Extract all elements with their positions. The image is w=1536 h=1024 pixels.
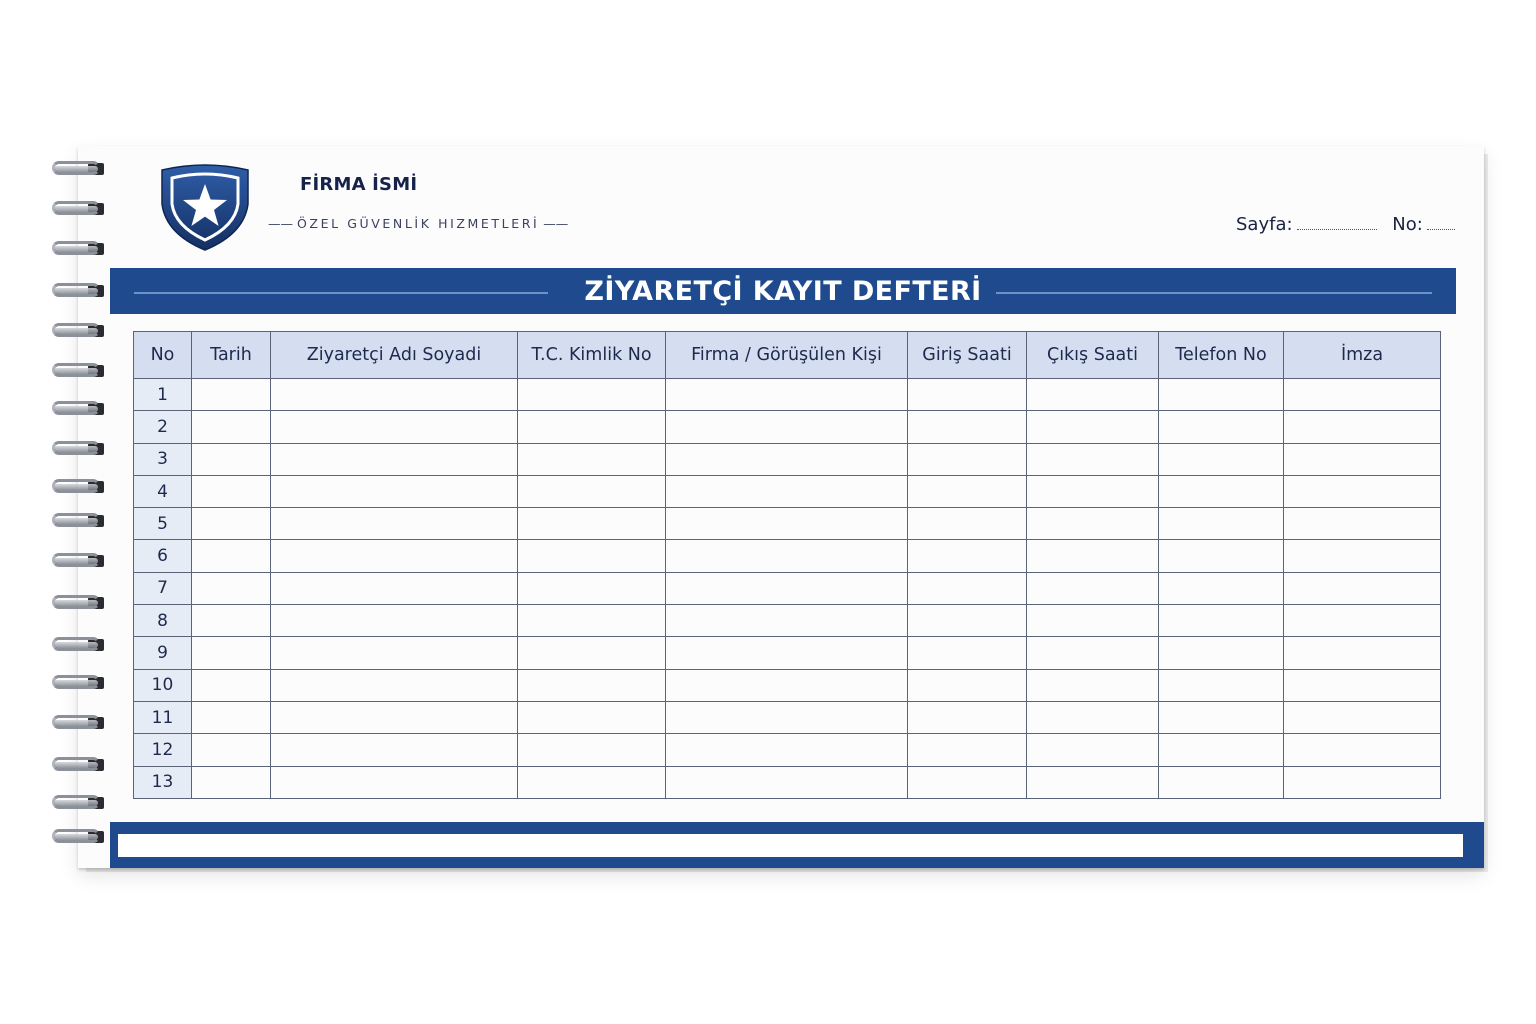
wire-shine bbox=[54, 406, 98, 412]
row-number: 5 bbox=[134, 508, 192, 540]
entry-cell[interactable] bbox=[271, 508, 518, 540]
entry-cell[interactable] bbox=[1027, 508, 1159, 540]
table-row bbox=[134, 605, 1441, 637]
entry-cell[interactable] bbox=[271, 605, 518, 637]
entry-cell[interactable] bbox=[271, 734, 518, 766]
spiral-ring bbox=[50, 320, 108, 342]
entry-cell[interactable] bbox=[1284, 508, 1441, 540]
column-header: Giriş Saati bbox=[908, 332, 1027, 379]
entry-cell[interactable] bbox=[666, 411, 908, 443]
entry-cell[interactable] bbox=[1159, 411, 1284, 443]
entry-cell[interactable] bbox=[518, 443, 666, 475]
spiral-ring bbox=[50, 792, 108, 814]
subtitle-dash-right: —— bbox=[539, 216, 569, 231]
entry-cell[interactable] bbox=[1159, 443, 1284, 475]
entry-cell[interactable] bbox=[1284, 701, 1441, 733]
wire-shine bbox=[54, 368, 98, 374]
wire-shine bbox=[54, 600, 98, 606]
spiral-ring bbox=[50, 672, 108, 694]
entry-cell[interactable] bbox=[1027, 411, 1159, 443]
entry-cell[interactable] bbox=[666, 734, 908, 766]
table-row bbox=[134, 734, 1441, 766]
entry-cell[interactable] bbox=[192, 766, 271, 798]
entry-cell[interactable] bbox=[908, 637, 1027, 669]
table-row bbox=[134, 411, 1441, 443]
entry-cell[interactable] bbox=[666, 540, 908, 572]
entry-cell[interactable] bbox=[271, 572, 518, 604]
entry-cell[interactable] bbox=[908, 605, 1027, 637]
entry-cell[interactable] bbox=[1284, 411, 1441, 443]
title-banner bbox=[110, 268, 1456, 314]
table-row bbox=[134, 669, 1441, 701]
entry-cell[interactable] bbox=[1027, 443, 1159, 475]
spiral-ring bbox=[50, 712, 108, 734]
entry-cell[interactable] bbox=[908, 701, 1027, 733]
entry-cell[interactable] bbox=[908, 766, 1027, 798]
spiral-ring bbox=[50, 280, 108, 302]
entry-cell[interactable] bbox=[271, 669, 518, 701]
row-number: 10 bbox=[134, 669, 192, 701]
entry-cell[interactable] bbox=[1027, 734, 1159, 766]
entry-cell[interactable] bbox=[1284, 734, 1441, 766]
row-number: 3 bbox=[134, 443, 192, 475]
entry-cell[interactable] bbox=[1284, 475, 1441, 507]
page-info bbox=[1236, 214, 1455, 235]
shield-star-icon bbox=[158, 162, 252, 252]
entry-cell[interactable] bbox=[666, 701, 908, 733]
number-label: No: bbox=[1392, 214, 1423, 235]
wire-shine bbox=[54, 680, 98, 686]
entry-cell[interactable] bbox=[1159, 475, 1284, 507]
column-header: T.C. Kimlik No bbox=[518, 332, 666, 379]
spiral-ring bbox=[50, 360, 108, 382]
table-row bbox=[134, 443, 1441, 475]
entry-cell[interactable] bbox=[666, 669, 908, 701]
entry-cell[interactable] bbox=[1027, 379, 1159, 411]
entry-cell[interactable] bbox=[192, 475, 271, 507]
spiral-ring bbox=[50, 438, 108, 460]
entry-cell[interactable] bbox=[1159, 766, 1284, 798]
entry-cell[interactable] bbox=[1027, 701, 1159, 733]
entry-cell[interactable] bbox=[271, 411, 518, 443]
entry-cell[interactable] bbox=[192, 669, 271, 701]
row-number: 6 bbox=[134, 540, 192, 572]
entry-cell[interactable] bbox=[1027, 605, 1159, 637]
entry-cell[interactable] bbox=[518, 637, 666, 669]
entry-cell[interactable] bbox=[192, 572, 271, 604]
entry-cell[interactable] bbox=[666, 379, 908, 411]
entry-cell[interactable] bbox=[1284, 379, 1441, 411]
entry-cell[interactable] bbox=[1284, 605, 1441, 637]
entry-cell[interactable] bbox=[666, 766, 908, 798]
row-number: 11 bbox=[134, 701, 192, 733]
wire-shine bbox=[54, 328, 98, 334]
spiral-ring bbox=[50, 476, 108, 498]
column-header: Tarih bbox=[192, 332, 271, 379]
entry-cell[interactable] bbox=[1159, 379, 1284, 411]
entry-cell[interactable] bbox=[518, 734, 666, 766]
spiral-ring bbox=[50, 592, 108, 614]
entry-cell[interactable] bbox=[518, 572, 666, 604]
row-number: 8 bbox=[134, 605, 192, 637]
entry-cell[interactable] bbox=[1159, 540, 1284, 572]
entry-cell[interactable] bbox=[518, 701, 666, 733]
entry-cell[interactable] bbox=[1159, 572, 1284, 604]
table-row bbox=[134, 379, 1441, 411]
row-number: 9 bbox=[134, 637, 192, 669]
entry-cell[interactable] bbox=[908, 669, 1027, 701]
entry-cell[interactable] bbox=[1284, 637, 1441, 669]
spiral-ring bbox=[50, 550, 108, 572]
entry-cell[interactable] bbox=[666, 508, 908, 540]
row-number: 7 bbox=[134, 572, 192, 604]
entry-cell[interactable] bbox=[1284, 572, 1441, 604]
spiral-binding bbox=[50, 158, 110, 858]
entry-cell[interactable] bbox=[1284, 669, 1441, 701]
entry-cell[interactable] bbox=[192, 605, 271, 637]
column-header: Telefon No bbox=[1159, 332, 1284, 379]
spiral-ring bbox=[50, 634, 108, 656]
entry-cell[interactable] bbox=[518, 475, 666, 507]
entry-cell[interactable] bbox=[1159, 508, 1284, 540]
wire-shine bbox=[54, 288, 98, 294]
entry-cell[interactable] bbox=[1027, 669, 1159, 701]
table-row bbox=[134, 572, 1441, 604]
entry-cell[interactable] bbox=[192, 701, 271, 733]
row-number: 12 bbox=[134, 734, 192, 766]
spiral-ring bbox=[50, 198, 108, 220]
wire-shine bbox=[54, 246, 98, 252]
table-row bbox=[134, 475, 1441, 507]
entry-cell[interactable] bbox=[192, 734, 271, 766]
entry-cell[interactable] bbox=[271, 540, 518, 572]
entry-cell[interactable] bbox=[666, 475, 908, 507]
row-number: 13 bbox=[134, 766, 192, 798]
wire-shine bbox=[54, 834, 98, 840]
spiral-ring bbox=[50, 398, 108, 420]
column-header: Çıkış Saati bbox=[1027, 332, 1159, 379]
entry-cell[interactable] bbox=[908, 572, 1027, 604]
entry-cell[interactable] bbox=[908, 508, 1027, 540]
entry-cell[interactable] bbox=[666, 637, 908, 669]
entry-cell[interactable] bbox=[192, 508, 271, 540]
wire-shine bbox=[54, 518, 98, 524]
wire-shine bbox=[54, 484, 98, 490]
entry-cell[interactable] bbox=[1284, 540, 1441, 572]
column-header: Ziyaretçi Adı Soyadi bbox=[271, 332, 518, 379]
sheet-number-field[interactable] bbox=[1427, 217, 1455, 230]
entry-cell[interactable] bbox=[192, 443, 271, 475]
column-header: No bbox=[134, 332, 192, 379]
table-body bbox=[134, 379, 1441, 799]
entry-cell[interactable] bbox=[1284, 766, 1441, 798]
table-row bbox=[134, 508, 1441, 540]
company-subtitle bbox=[268, 216, 568, 231]
row-number: 4 bbox=[134, 475, 192, 507]
column-header: Firma / Görüşülen Kişi bbox=[666, 332, 908, 379]
entry-cell[interactable] bbox=[192, 379, 271, 411]
company-name: FİRMA İSMİ bbox=[300, 174, 418, 195]
wire-shine bbox=[54, 558, 98, 564]
entry-cell[interactable] bbox=[908, 443, 1027, 475]
wire-shine bbox=[54, 206, 98, 212]
entry-cell[interactable] bbox=[271, 637, 518, 669]
wire-shine bbox=[54, 642, 98, 648]
visitor-log-table bbox=[133, 331, 1441, 799]
entry-cell[interactable] bbox=[518, 411, 666, 443]
entry-cell[interactable] bbox=[1027, 766, 1159, 798]
entry-cell[interactable] bbox=[908, 475, 1027, 507]
wire-shine bbox=[54, 800, 98, 806]
spiral-ring bbox=[50, 238, 108, 260]
table-row bbox=[134, 637, 1441, 669]
entry-cell[interactable] bbox=[1159, 605, 1284, 637]
column-header: İmza bbox=[1284, 332, 1441, 379]
entry-cell[interactable] bbox=[518, 508, 666, 540]
entry-cell[interactable] bbox=[1159, 669, 1284, 701]
page-label: Sayfa: bbox=[1236, 214, 1293, 235]
entry-cell[interactable] bbox=[1159, 734, 1284, 766]
entry-cell[interactable] bbox=[908, 540, 1027, 572]
table-header-row bbox=[134, 332, 1441, 379]
entry-cell[interactable] bbox=[1284, 443, 1441, 475]
entry-cell[interactable] bbox=[271, 701, 518, 733]
spiral-ring bbox=[50, 754, 108, 776]
entry-cell[interactable] bbox=[518, 669, 666, 701]
wire-shine bbox=[54, 446, 98, 452]
entry-cell[interactable] bbox=[1027, 572, 1159, 604]
wire-shine bbox=[54, 166, 98, 172]
wire-shine bbox=[54, 762, 98, 768]
company-subtitle-text: ÖZEL GÜVENLİK HIZMETLERİ bbox=[296, 216, 540, 231]
entry-cell[interactable] bbox=[271, 766, 518, 798]
entry-cell[interactable] bbox=[192, 411, 271, 443]
wire-shine bbox=[54, 720, 98, 726]
spiral-ring bbox=[50, 510, 108, 532]
entry-cell[interactable] bbox=[908, 379, 1027, 411]
subtitle-dash-left: —— bbox=[268, 216, 297, 231]
entry-cell[interactable] bbox=[1027, 637, 1159, 669]
row-number: 2 bbox=[134, 411, 192, 443]
footer-band bbox=[110, 822, 1484, 868]
entry-cell[interactable] bbox=[666, 443, 908, 475]
entry-cell[interactable] bbox=[1027, 475, 1159, 507]
entry-cell[interactable] bbox=[1159, 701, 1284, 733]
entry-cell[interactable] bbox=[518, 605, 666, 637]
entry-cell[interactable] bbox=[192, 540, 271, 572]
entry-cell[interactable] bbox=[666, 605, 908, 637]
page-title: ZİYARETÇİ KAYIT DEFTERİ bbox=[584, 276, 982, 307]
entry-cell[interactable] bbox=[192, 637, 271, 669]
entry-cell[interactable] bbox=[271, 475, 518, 507]
page-number-field[interactable] bbox=[1297, 217, 1377, 230]
entry-cell[interactable] bbox=[908, 411, 1027, 443]
table-row bbox=[134, 540, 1441, 572]
entry-cell[interactable] bbox=[908, 734, 1027, 766]
entry-cell[interactable] bbox=[271, 443, 518, 475]
row-number: 1 bbox=[134, 379, 192, 411]
entry-cell[interactable] bbox=[518, 379, 666, 411]
entry-cell[interactable] bbox=[666, 572, 908, 604]
table-row bbox=[134, 701, 1441, 733]
footer-strip bbox=[118, 834, 1463, 857]
entry-cell[interactable] bbox=[518, 766, 666, 798]
table-row bbox=[134, 766, 1441, 798]
entry-cell[interactable] bbox=[1159, 637, 1284, 669]
entry-cell[interactable] bbox=[271, 379, 518, 411]
spiral-ring bbox=[50, 826, 108, 848]
entry-cell[interactable] bbox=[1027, 540, 1159, 572]
entry-cell[interactable] bbox=[518, 540, 666, 572]
spiral-ring bbox=[50, 158, 108, 180]
